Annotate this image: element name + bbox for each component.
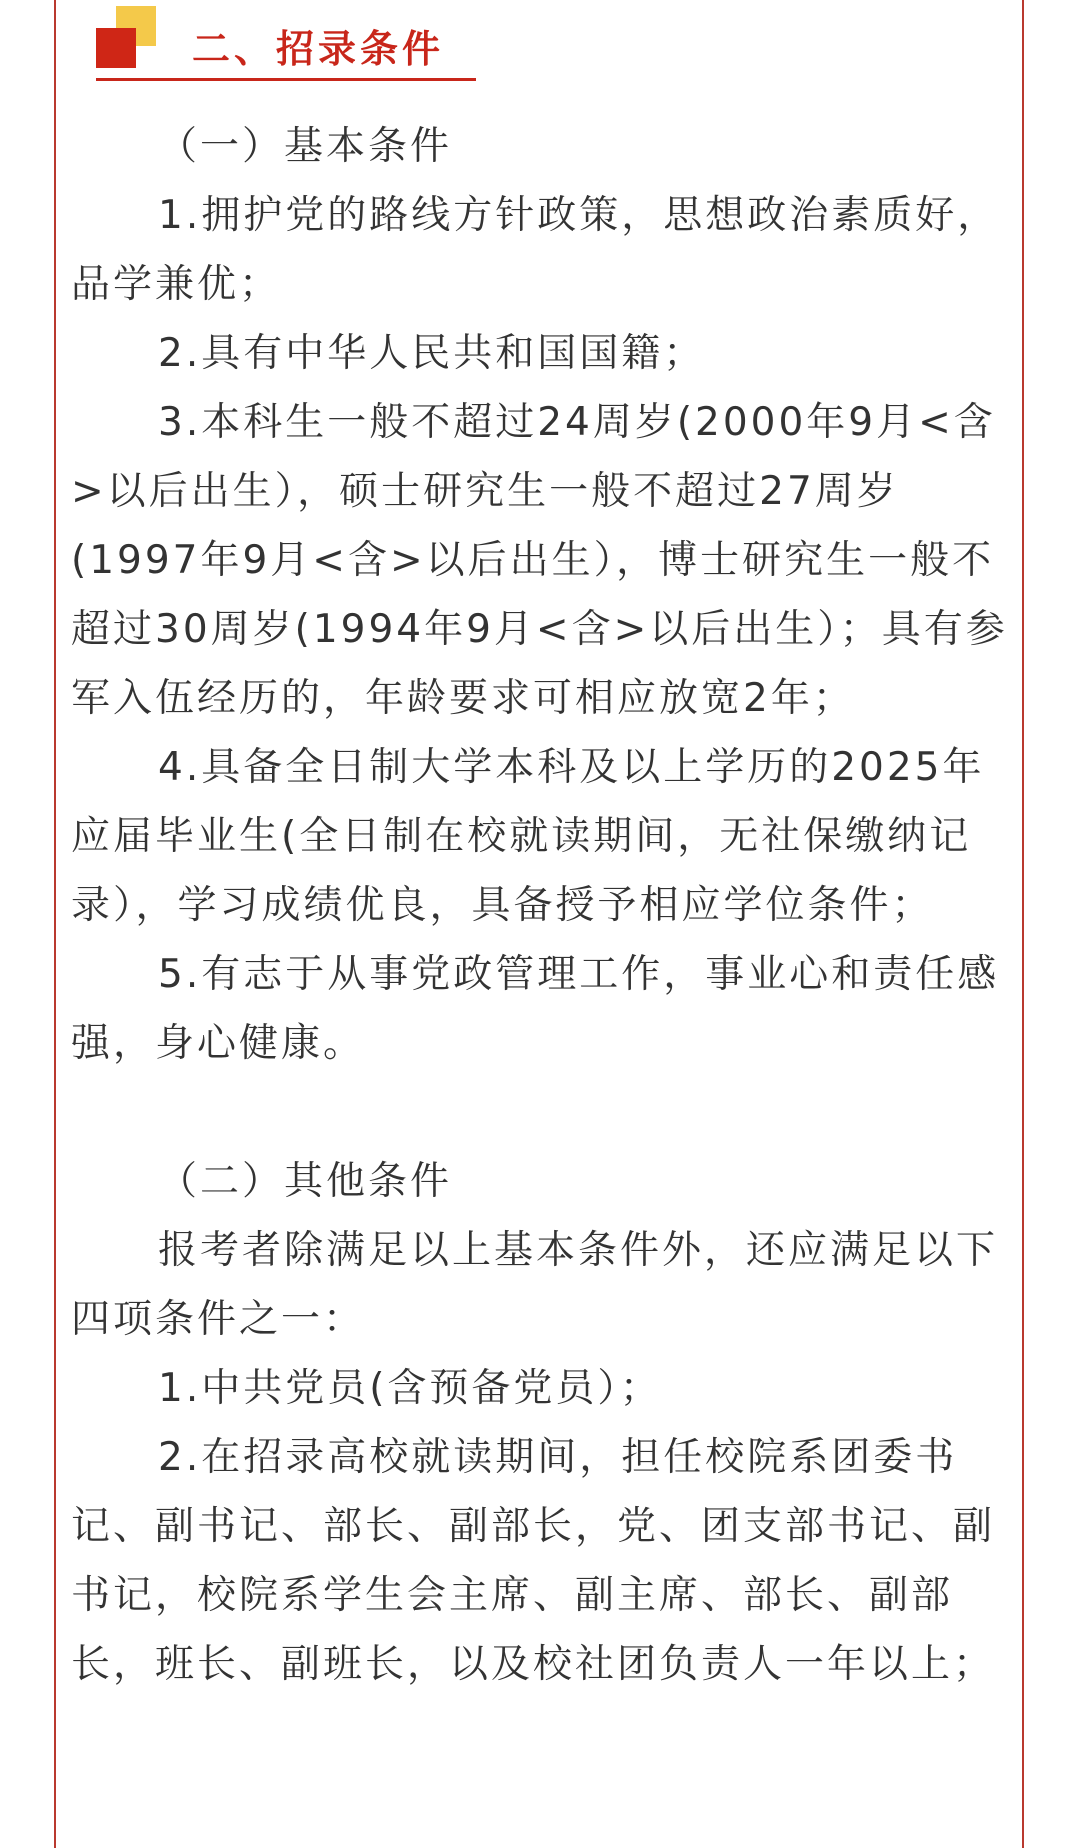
other-conditions-intro: 报考者除满足以上基本条件外，还应满足以下四项条件之一： xyxy=(71,1228,999,1342)
basic-condition-item: 3.本科生一般不超过24周岁(2000年9月<含>以后出生），硕士研究生一般不超过27周岁(1997年9月<含>以后出生），博士研究生一般不超过30周岁(1994年9月<含>以后出生）；具有参军入伍经历的，年龄要求可相应放宽2年； xyxy=(71,400,1008,721)
basic-conditions-heading: （一）基本条件 xyxy=(158,124,453,169)
article-body xyxy=(71,112,1011,1699)
basic-condition-item: 4.具备全日制大学本科及以上学历的2025年应届毕业生(全日制在校就读期间，无社保缴纳记录），学习成绩优良，具备授予相应学位条件； xyxy=(71,745,985,928)
other-conditions-heading: （二）其他条件 xyxy=(158,1159,453,1204)
basic-condition-item: 5.有志于从事党政管理工作，事业心和责任感强，身心健康。 xyxy=(71,952,1000,1066)
section-heading xyxy=(96,6,476,82)
decorative-squares-icon xyxy=(96,6,160,70)
basic-condition-item: 2.具有中华人民共和国国籍； xyxy=(158,331,706,376)
heading-underline xyxy=(96,78,476,81)
other-condition-item: 2.在招录高校就读期间，担任校院系团委书记、副书记、部长、副部长，党、团支部书记、副书记，校院系学生会主席、副主席、部长、副部长，班长、副班长，以及校社团负责人一年以上； xyxy=(71,1435,996,1687)
section-title: 二、招录条件 xyxy=(192,27,445,71)
paragraph-spacer xyxy=(71,1078,1011,1147)
basic-condition-item: 1.拥护党的路线方针政策，思想政治素质好，品学兼优； xyxy=(71,193,1000,307)
other-condition-item: 1.中共党员(含预备党员）； xyxy=(158,1366,662,1411)
red-square-shape xyxy=(96,28,136,68)
